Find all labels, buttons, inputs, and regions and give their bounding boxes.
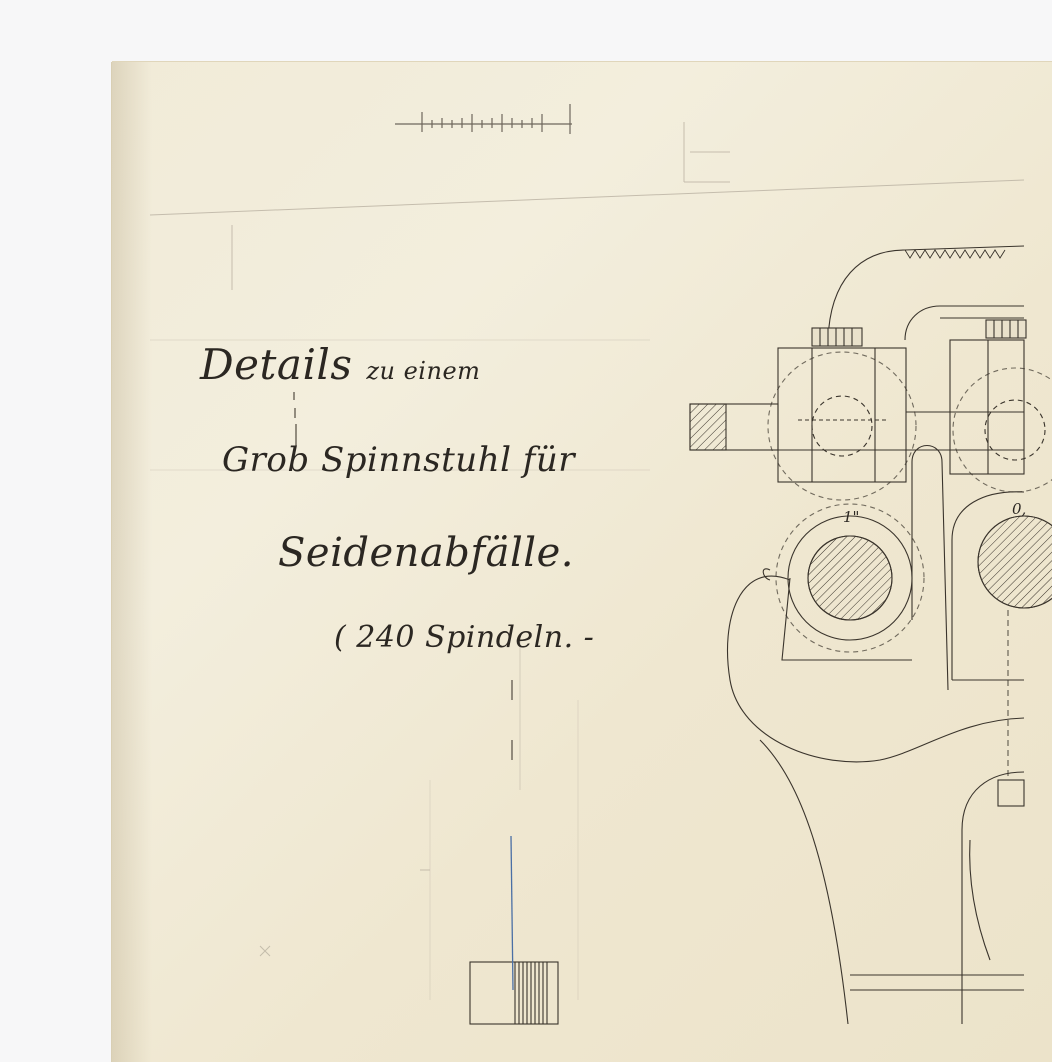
title-block xyxy=(200,330,640,670)
title-line-4: ( 240 Spindeln. - xyxy=(334,620,595,655)
roller-label-2: 0, xyxy=(1012,500,1027,518)
title-line-3: Seidenabfälle. xyxy=(278,530,574,576)
roller-label-1: 1" xyxy=(843,508,860,526)
title-zu-einem: zu einem xyxy=(366,357,481,385)
blue-construction-line xyxy=(511,836,513,990)
title-line-2: Grob Spinnstuhl für xyxy=(222,440,576,480)
scale-bar-icon xyxy=(395,104,572,134)
title-line-1 xyxy=(200,340,480,389)
title-details: Details xyxy=(200,340,353,389)
